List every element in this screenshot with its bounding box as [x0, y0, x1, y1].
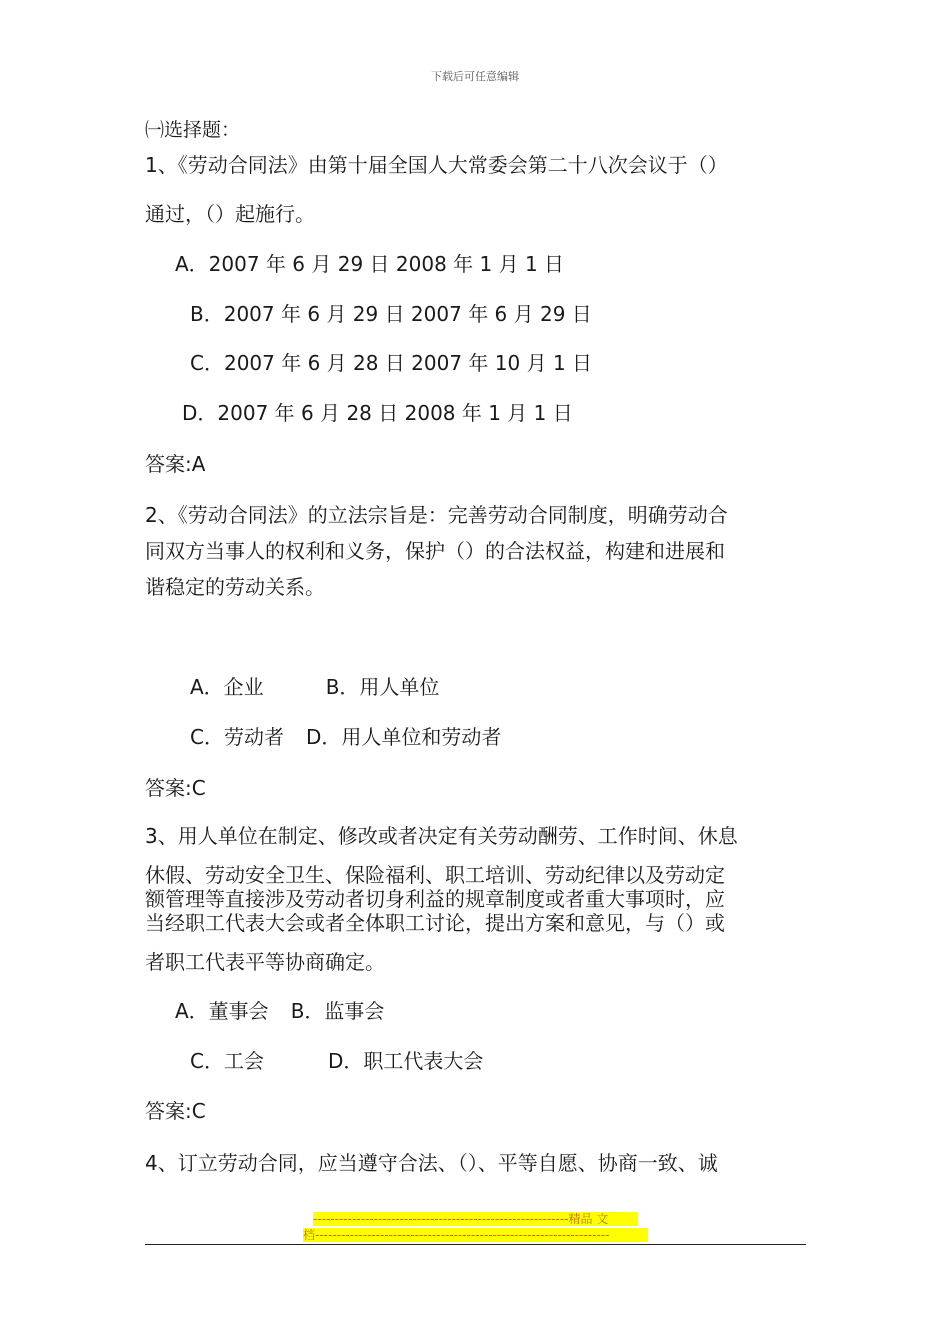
- question-3-stem-line-5: 者职工代表平等协商确定。: [145, 950, 385, 974]
- question-2-option-d: D．用人单位和劳动者: [305, 725, 502, 749]
- question-3-option-c: C．工会: [190, 1049, 264, 1073]
- question-1-option-b: B．2007 年 6 月 29 日 2007 年 6 月 29 日: [190, 302, 592, 326]
- question-3-option-d: D．职工代表大会: [327, 1049, 484, 1073]
- question-2-stem-line-3: 谐稳定的劳动关系。: [145, 575, 325, 599]
- question-1-answer: 答案:A: [145, 452, 206, 476]
- question-3-option-a: A．董事会: [175, 999, 269, 1023]
- question-3-answer: 答案:C: [145, 1099, 206, 1123]
- question-1-stem-line-1: 1、《劳动合同法》由第十届全国人大常委会第二十八次会议于（）: [145, 153, 728, 177]
- question-2-answer: 答案:C: [145, 776, 206, 800]
- footer-band-line-1: -----------------------------------------------------------精品 文: [313, 1212, 638, 1226]
- question-4-stem-line-1: 4、订立劳动合同，应当遵守合法、（）、平等自愿、协商一致、诚: [145, 1151, 718, 1175]
- question-2-stem-line-1: 2、《劳动合同法》的立法宗旨是：完善劳动合同制度，明确劳动合: [145, 503, 728, 527]
- question-3-options-row-2: [190, 1047, 483, 1075]
- question-3-stem-line-2: 休假、劳动安全卫生、保险福利、职工培训、劳动纪律以及劳动定: [145, 863, 725, 887]
- question-1-option-c: C．2007 年 6 月 28 日 2007 年 10 月 1 日: [190, 351, 593, 375]
- header-note: 下载后可任意编辑: [431, 70, 519, 83]
- question-2-option-a: A．企业: [190, 675, 264, 699]
- question-3-option-b: B．监事会: [290, 999, 385, 1023]
- section-title: ㈠选择题：: [145, 119, 241, 141]
- question-2-stem-line-2: 同双方当事人的权利和义务，保护（）的合法权益，构建和进展和: [145, 539, 725, 563]
- footer-band-line-2: 档--------------------------------------------------------------------: [303, 1228, 648, 1242]
- question-3-stem-line-3: 额管理等直接涉及劳动者切身利益的规章制度或者重大事项时，应: [145, 887, 725, 911]
- footer-rule: [145, 1244, 806, 1245]
- question-3-stem-line-1: 3、用人单位在制定、修改或者决定有关劳动酬劳、工作时间、休息: [145, 824, 738, 848]
- question-2-option-c: C．劳动者: [190, 725, 284, 749]
- question-3-stem-line-4: 当经职工代表大会或者全体职工讨论，提出方案和意见，与（）或: [145, 911, 725, 935]
- question-2-options-row-1: [190, 673, 439, 701]
- question-1-option-d: D．2007 年 6 月 28 日 2008 年 1 月 1 日: [182, 401, 573, 425]
- question-2-options-row-2: [190, 723, 501, 751]
- question-2-option-b: B．用人单位: [325, 675, 440, 699]
- question-3-options-row-1: [175, 997, 384, 1025]
- question-1-option-a: A．2007 年 6 月 29 日 2008 年 1 月 1 日: [175, 252, 565, 276]
- question-1-stem-line-2: 通过，（）起施行。: [145, 202, 315, 226]
